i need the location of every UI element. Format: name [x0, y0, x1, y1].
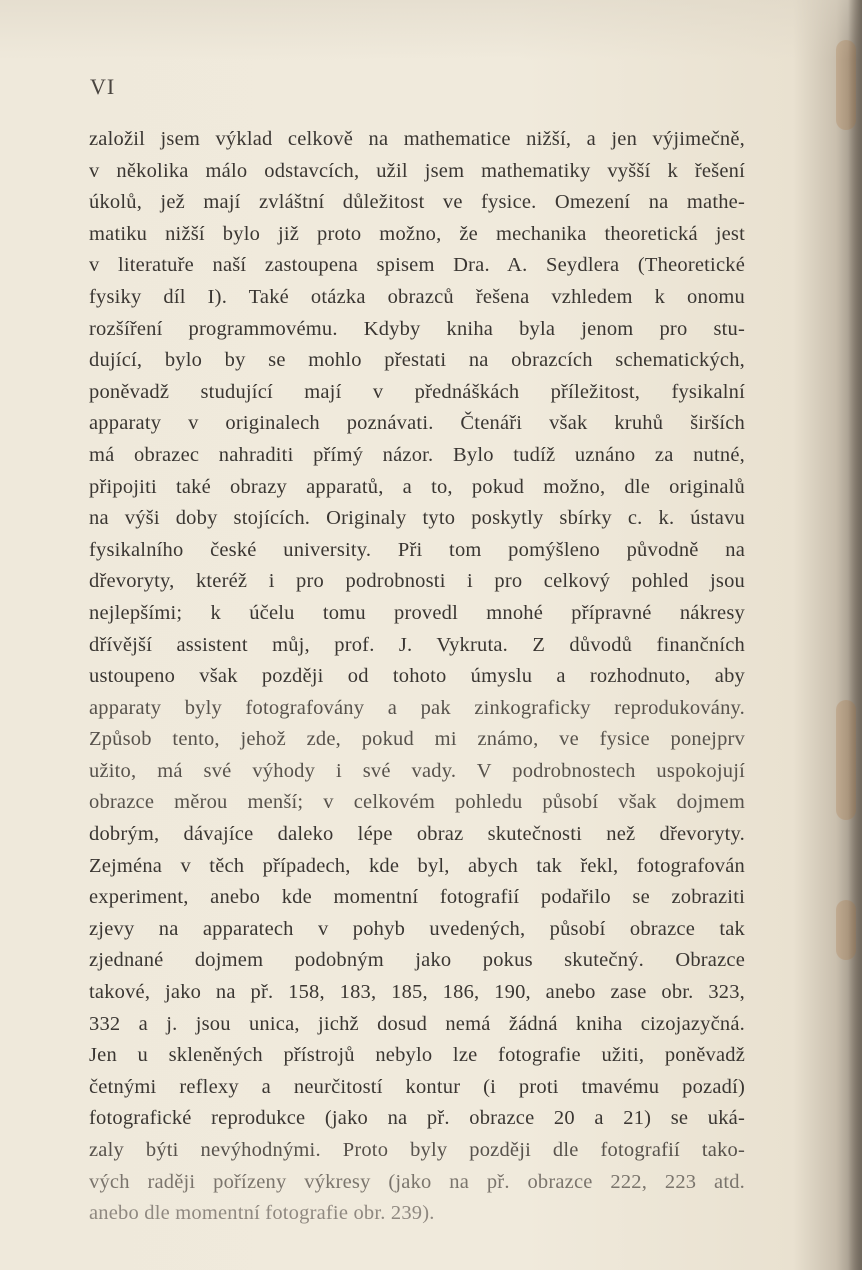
text-line: fysikalního české university. Při tom pomýšleno původně na — [89, 538, 745, 561]
paper-stain — [836, 900, 856, 960]
text-line: fotografické reprodukce (jako na př. obrazce 20 a 21) se uká- — [89, 1107, 745, 1130]
text-line: dobrým, dávajíce daleko lépe obraz skutečnosti než dřevoryty. — [89, 823, 745, 846]
text-line: rozšíření programmovému. Kdyby kniha byla jenom pro stu- — [89, 317, 745, 340]
page-top-shading — [0, 0, 862, 60]
text-line: ustoupeno však později od tohoto úmyslu a rozhodnuto, aby — [89, 665, 745, 688]
text-line: experiment, anebo kde momentní fotografií podařilo se zobraziti — [89, 886, 745, 909]
page-edge-shadow — [848, 0, 862, 1270]
text-line: Jen u skleněných přístrojů nebylo lze fotografie užiti, poněvadž — [89, 1044, 745, 1067]
text-line: matiku nižší bylo již proto možno, že mechanika theoretická jest — [89, 222, 745, 245]
text-line: v několika málo odstavcích, užil jsem mathematiky vyšší k řešení — [89, 159, 745, 182]
text-line: zjednané dojmem podobným jako pokus skutečný. Obrazce — [89, 949, 745, 972]
text-line: dřívější assistent můj, prof. J. Vykruta. Z důvodů finančních — [89, 633, 745, 656]
text-line: poněvadž studující mají v přednáškách příležitost, fysikalní — [89, 380, 745, 403]
text-line: užito, má své výhody i své vady. V podrobnostech uspokojují — [89, 759, 745, 782]
text-line: má obrazec nahraditi přímý názor. Bylo tudíž uznáno za nutné, — [89, 443, 745, 466]
text-line: úkolů, jež mají zvláštní důležitost ve fysice. Omezení na mathe- — [89, 191, 745, 214]
text-line: četnými reflexy a neurčitostí kontur (i proti tmavému pozadí) — [89, 1075, 745, 1098]
text-line: dující, bylo by se mohlo přestati na obrazcích schematických, — [89, 349, 745, 372]
text-line: připojiti také obrazy apparatů, a to, pokud možno, dle originalů — [89, 475, 745, 498]
page-number: VI — [90, 74, 116, 99]
text-line: anebo dle momentní fotografie obr. 239). — [89, 1202, 435, 1225]
paper-stain — [836, 40, 856, 130]
text-line: v literatuře naší zastoupena spisem Dra. A. Seydlera (Theoretické — [89, 254, 745, 277]
text-line: dřevoryty, kteréž i pro podrobnosti i pro celkový pohled jsou — [89, 570, 745, 593]
text-line: fysiky díl I). Také otázka obrazců řešena vzhledem k onomu — [89, 285, 745, 308]
text-line: obrazce měrou menší; v celkovém pohledu působí však dojmem — [89, 791, 745, 814]
text-line: apparaty byly fotografovány a pak zinkograficky reprodukovány. — [89, 696, 745, 719]
text-line: Zejména v těch případech, kde byl, abych tak řekl, fotografován — [89, 854, 745, 877]
paper-stain — [836, 700, 856, 820]
text-line: Způsob tento, jehož zde, pokud mi známo, ve fysice ponejprv — [89, 728, 745, 751]
text-line: na výši doby stojících. Originaly tyto poskytly sbírky c. k. ústavu — [89, 507, 745, 530]
text-line: zjevy na apparatech v pohyb uvedených, působí obrazce tak — [89, 917, 745, 940]
body-text — [89, 124, 745, 1230]
text-line: založil jsem výklad celkově na mathematice nižší, a jen výjimečně, — [89, 128, 745, 150]
text-line: vých raději pořízeny výkresy (jako na př. obrazce 222, 223 atd. — [89, 1170, 745, 1193]
text-line: takové, jako na př. 158, 183, 185, 186, 190, anebo zase obr. 323, — [89, 981, 745, 1004]
text-line: apparaty v originalech poznávati. Čtenáři však kruhů širších — [89, 412, 745, 435]
text-line: 332 a j. jsou unica, jichž dosud nemá žádná kniha cizojazyčná. — [89, 1012, 745, 1035]
text-line: nejlepšími; k účelu tomu provedl mnohé přípravné nákresy — [89, 601, 745, 624]
text-line: zaly býti nevýhodnými. Proto byly později dle fotografií tako- — [89, 1139, 745, 1161]
